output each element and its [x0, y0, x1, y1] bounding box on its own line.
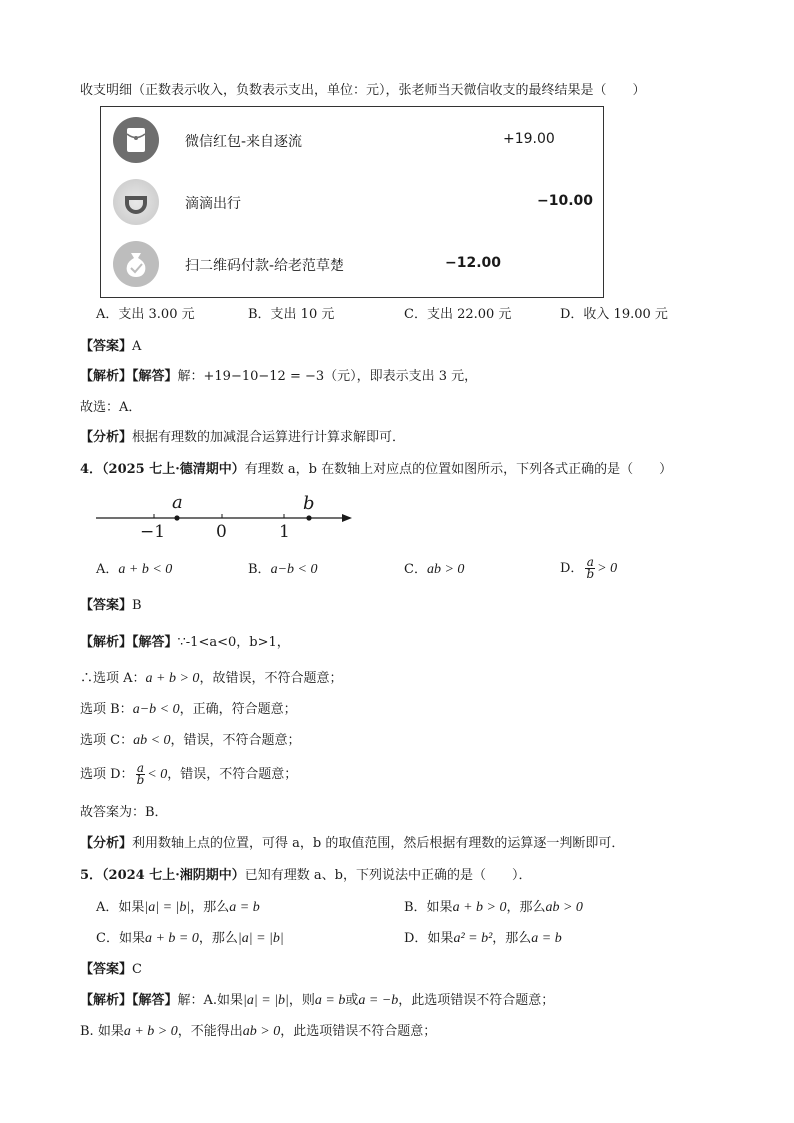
q4-line-b: 选项 B：a−b < 0，正确，符合题意； [80, 702, 297, 717]
record-label: 扫二维码付款-给老范草楚 [185, 258, 345, 274]
q3-option-b: B．支出 10 元 [248, 307, 335, 322]
q4-stem: 4．（2025 七上·德清期中）有理数 a，b 在数轴上对应点的位置如图所示，下列各式正确的是（ ） [80, 462, 673, 477]
q4-option-b: B．a−b < 0 [248, 562, 318, 577]
q4-fenxi: 【分析】利用数轴上点的位置，可得 a，b 的取值范围，然后根据有理数的运算逐一判断即可． [80, 836, 625, 851]
record-label: 滴滴出行 [185, 196, 241, 212]
q3-stem: 收支明细（正数表示收入，负数表示支出，单位：元），张老师当天微信收支的最终结果是（ ） [80, 83, 646, 98]
q3-option-c: C．支出 22.00 元 [404, 307, 512, 322]
wechat-record [101, 177, 603, 227]
wechat-record [101, 115, 603, 165]
q5-analysis-b: B. 如果a + b > 0，不能得出ab > 0，此选项错误不符合题意； [80, 1024, 437, 1039]
q5-option-a: A．如果|a| = |b|，那么a = b [96, 900, 260, 915]
record-amount: −10.00 [537, 193, 594, 209]
q3-analysis: 【解析】【解答】解：+19−10−12 = −3（元），即表示支出 3 元， [80, 369, 478, 384]
q4-analysis: 【解析】【解答】∵-1<a<0，b>1， [80, 635, 290, 650]
record-label: 微信红包-来自逐流 [185, 134, 303, 150]
q5-analysis-a: 【解析】【解答】解：A.如果|a| = |b|，则a = b或a = −b，此选项错误不符合题意； [80, 993, 555, 1008]
record-amount: −12.00 [445, 255, 502, 271]
didi-icon [113, 179, 159, 225]
q5-option-b: B．如果a + b > 0，那么ab > 0 [404, 900, 583, 915]
q5-answer: 【答案】C [80, 962, 142, 977]
q4-line-d: 选项 D： $\frac{a}{b}$ < 0，错误，不符合题意； [80, 761, 298, 787]
q3-answer: 【答案】A [80, 339, 142, 354]
record-amount: +19.00 [503, 131, 555, 147]
q3-fenxi: 【分析】根据有理数的加减混合运算进行计算求解即可． [80, 430, 406, 445]
number-line [96, 490, 356, 550]
q3-choose: 故选：A． [80, 400, 142, 415]
q5-stem: 5．（2024 七上·湘阴期中）已知有理数 a、b，下列说法中正确的是（ ）． [80, 868, 532, 883]
q4-line-a: ∴选项 A：a + b > 0，故错误，不符合题意； [80, 671, 343, 686]
q4-line-c: 选项 C：ab < 0，错误，不符合题意； [80, 733, 301, 748]
q4-option-a: A．a + b < 0 [96, 562, 173, 577]
money-bag-icon [113, 241, 159, 287]
q5-option-c: C．如果a + b = 0，那么|a| = |b| [96, 931, 284, 946]
wechat-record [101, 239, 603, 289]
point-b-label: b [303, 493, 315, 514]
q5-option-d: D．如果a² = b²，那么a = b [404, 931, 562, 946]
tick-label: 1 [279, 522, 290, 542]
q3-option-d: D．收入 19.00 元 [560, 307, 668, 322]
tick-label: −1 [140, 522, 166, 542]
q3-option-a: A．支出 3.00 元 [96, 307, 195, 322]
point-a-label: a [172, 492, 183, 513]
q4-option-c: C．ab > 0 [404, 562, 465, 577]
red-packet-icon [113, 117, 159, 163]
wechat-records-box [100, 106, 604, 298]
q4-option-d: D． $\frac{a}{b}$ > 0 [560, 555, 618, 581]
q4-choose: 故答案为：B． [80, 805, 168, 820]
q4-answer: 【答案】B [80, 598, 142, 613]
tick-label: 0 [216, 522, 227, 542]
